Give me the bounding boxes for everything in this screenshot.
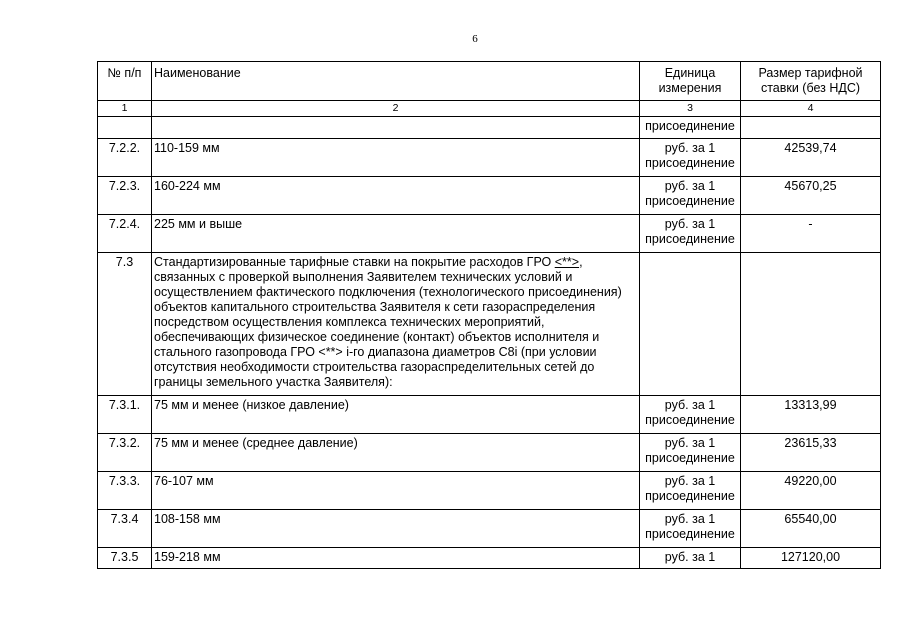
table-row	[98, 215, 881, 253]
row-name: 75 мм и менее (среднее давление)	[152, 434, 640, 472]
column-index: 4	[741, 101, 881, 117]
row-rate	[741, 117, 881, 139]
row-num: 7.2.3.	[98, 177, 152, 215]
section-row-7-3	[98, 253, 881, 396]
row-name: 160-224 мм	[152, 177, 640, 215]
table-row	[98, 510, 881, 548]
header-unit: Единица измерения	[640, 62, 741, 101]
table-row	[98, 117, 881, 139]
column-index-row	[98, 101, 881, 117]
row-num: 7.2.2.	[98, 139, 152, 177]
column-index: 1	[98, 101, 152, 117]
row-unit: руб. за 1 присоединение	[640, 177, 741, 215]
footnote-ref-link[interactable]: <**>	[554, 255, 580, 269]
row-rate: 13313,99	[741, 396, 881, 434]
section-text-before: Стандартизированные тарифные ставки на покрытие расходов ГРО	[154, 255, 555, 269]
table-row	[98, 177, 881, 215]
table-header-row	[98, 62, 881, 101]
row-unit: руб. за 1 присоединение	[640, 215, 741, 253]
row-rate: 127120,00	[741, 548, 881, 569]
row-unit: руб. за 1 присоединение	[640, 434, 741, 472]
row-rate: 42539,74	[741, 139, 881, 177]
row-unit: руб. за 1	[640, 548, 741, 569]
row-name: 159-218 мм	[152, 548, 640, 569]
row-rate: 49220,00	[741, 472, 881, 510]
row-name: 110-159 мм	[152, 139, 640, 177]
row-name: 76-107 мм	[152, 472, 640, 510]
column-index: 3	[640, 101, 741, 117]
header-name: Наименование	[152, 62, 640, 101]
column-index: 2	[152, 101, 640, 117]
row-num: 7.3.4	[98, 510, 152, 548]
row-unit: руб. за 1 присоединение	[640, 396, 741, 434]
row-name: 108-158 мм	[152, 510, 640, 548]
row-rate: -	[741, 215, 881, 253]
section-num: 7.3	[98, 253, 152, 396]
row-num: 7.3.5	[98, 548, 152, 569]
row-num: 7.2.4.	[98, 215, 152, 253]
row-rate: 65540,00	[741, 510, 881, 548]
row-unit: руб. за 1 присоединение	[640, 510, 741, 548]
page-number: 6	[472, 33, 478, 45]
section-unit-empty	[640, 253, 741, 396]
row-rate: 23615,33	[741, 434, 881, 472]
row-num: 7.3.2.	[98, 434, 152, 472]
row-name	[152, 117, 640, 139]
row-unit: руб. за 1 присоединение	[640, 472, 741, 510]
section-rate-empty	[741, 253, 881, 396]
row-num	[98, 117, 152, 139]
row-num: 7.3.3.	[98, 472, 152, 510]
section-description	[152, 253, 640, 396]
table-row	[98, 434, 881, 472]
row-unit: присоединение	[640, 117, 741, 139]
row-rate: 45670,25	[741, 177, 881, 215]
row-name: 75 мм и менее (низкое давление)	[152, 396, 640, 434]
table-row	[98, 472, 881, 510]
table-row	[98, 139, 881, 177]
tariff-table	[97, 61, 881, 569]
row-name: 225 мм и выше	[152, 215, 640, 253]
table-row	[98, 396, 881, 434]
header-num: № п/п	[98, 62, 152, 101]
section-text-after: , связанных с проверкой выполнения Заявителем технических условий и осуществлением фактического подключения (технологического присоединения) объектов капитального строительства Заявителя к сети газораспределения посредством осуществления комплекса технических мероприятий, обеспечивающих физическое соединение (контакт) объектов исполнителя и стального газопровода ГРО <**> i-го диапазона диаметров C8i (при условии отсутствия необходимости строительства газораспределительных сетей до границы земельного участка Заявителя):	[154, 255, 622, 389]
row-num: 7.3.1.	[98, 396, 152, 434]
table-row	[98, 548, 881, 569]
row-unit: руб. за 1 присоединение	[640, 139, 741, 177]
header-rate: Размер тарифной ставки (без НДС)	[741, 62, 881, 101]
